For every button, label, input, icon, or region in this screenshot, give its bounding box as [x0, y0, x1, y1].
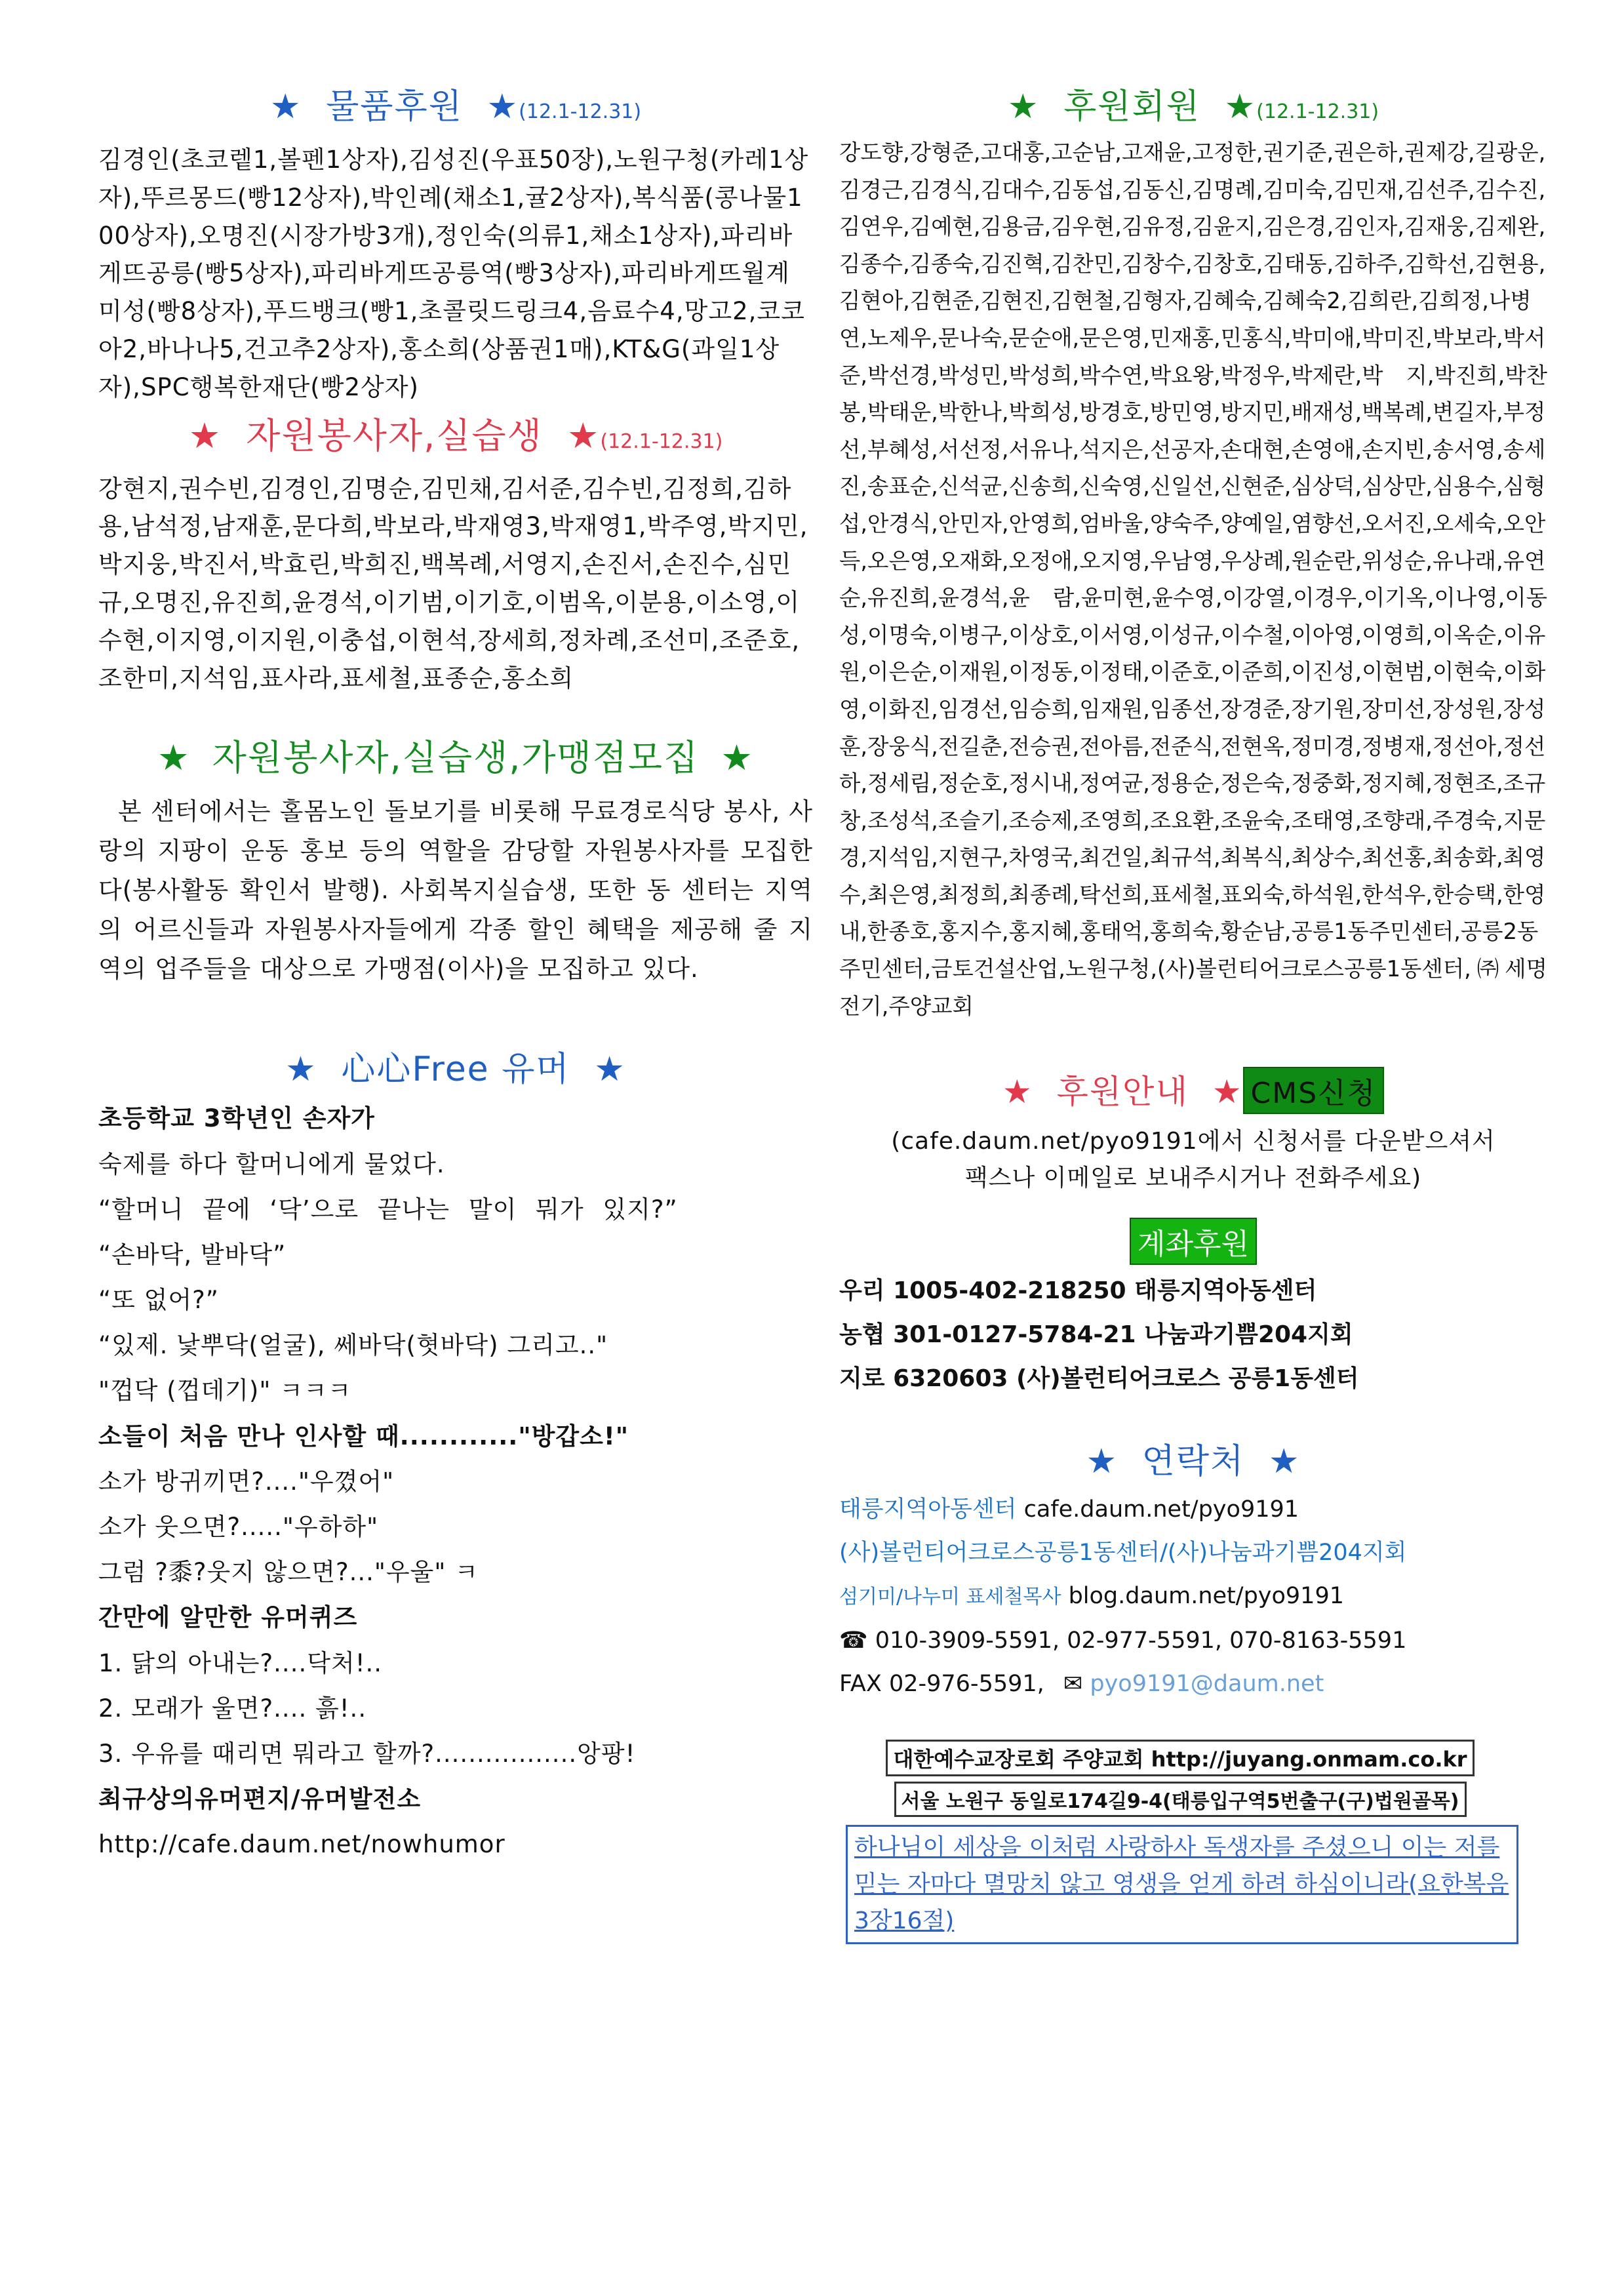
mail-icon: ✉: [1063, 1671, 1083, 1698]
support-heading: 후원안내: [1056, 1073, 1189, 1111]
members-range: (12.1-12.31): [1256, 100, 1379, 123]
star-icon: ★: [1086, 1442, 1119, 1482]
church-address: 서울 노원구 동일로174길9-4(태릉입구역5번출구(구)법원골목): [894, 1782, 1467, 1817]
church-line-wrap: [865, 1740, 1495, 1776]
phone-numbers: 010-3909-5591, 02-977-5591, 070-8163-5591: [875, 1627, 1407, 1654]
humor-line: 소가 웃으면?....."우하하": [98, 1512, 379, 1541]
support-note: [839, 1123, 1547, 1197]
star-icon: ★: [721, 737, 754, 779]
humor-line: 2. 모래가 울면?.... 흙!..: [98, 1694, 367, 1723]
members-section: [839, 79, 1547, 1025]
phone-icon: ☎: [839, 1627, 868, 1654]
goods-heading: 물품후원: [326, 87, 463, 127]
humor-line: "껍닥 (껍데기)" ㅋㅋㅋ: [98, 1376, 352, 1405]
humor-line: “있제. 낯뿌닥(얼굴), 쎄바닥(혓바닥) 그리고..": [98, 1331, 608, 1360]
account-support-badge: 계좌후원: [1130, 1218, 1257, 1265]
star-icon: ★: [1007, 87, 1040, 127]
humor-line: 1. 닭의 아내는?....닥처!..: [98, 1648, 383, 1677]
members-text: 강도향,강형준,고대홍,고순남,고재윤,고정한,권기준,권은하,권제강,길광운,김경근,김경식,김대수,김동섭,김동신,김명례,김미숙,김민재,김선주,김수진,김연우,김예현,김용금,김우현,김유정,김윤지,김은경,김인자,김재웅,김제완,김종수,김종숙,김진혁,김찬민,김창수,김창호,김태동,김하주,김학선,김현용,김현아,김현준,김현진,김현철,김형자,김혜숙,김혜숙2,김희란,김희정,나병연,노제우,문나숙,문순애,문은영,민재홍,민홍식,박미애,박미진,박보라,박서준,박선경,박성민,박성희,박수연,박요왕,박정우,박제란,박 지,박진희,박찬봉,박태운,박한나,박희성,방경호,방민영,방지민,배재성,백복례,변길자,부정선,부혜성,서선정,서유나,석지은,선공자,손대현,손영애,손지빈,송서영,송세진,송표순,신석균,신송희,신숙영,신일선,신현준,심상덕,심상만,심용수,심형섭,안경식,안민자,안영희,엄바울,양숙주,양예일,염향선,오서진,오세숙,오안득,오은영,오재화,오정애,오지영,우남영,우상례,원순란,위성순,유나래,유연순,유진희,윤경석,윤 람,윤미현,윤수영,이강열,이경우,이기옥,이나영,이동성,이명숙,이병구,이상호,이서영,이성규,이수철,이아영,이영희,이옥순,이유원,이은순,이재원,이정동,이정태,이준호,이준희,이진성,이현범,이현숙,이화영,이화진,임경선,임승희,임재원,임종선,장경준,장기원,장미선,장성원,장성훈,장웅식,전길춘,전승권,전아름,전준식,전현옥,정미경,정병재,정선아,정선하,정세림,정순호,정시내,정여균,정용순,정은숙,정중화,정지혜,정현조,조규창,조성석,조슬기,조승제,조영희,조요환,조윤숙,조태영,조향래,주경숙,지문경,지석임,지현구,차영국,최건일,최규석,최복식,최상수,최선홍,최송화,최영수,최은영,최정희,최종례,탁선희,표세철,표외숙,하석원,한석우,한승택,한영내,한종호,홍지수,홍지혜,홍태억,홍희숙,황순남,공릉1동주민센터,공릉2동주민센터,금토건설산업,노원구청,(사)볼런티어크로스공릉1동센터,㈜세명전기,주양교회: [839, 140, 1547, 1019]
star-icon: ★: [157, 737, 191, 779]
humor-line: “또 없어?”: [98, 1285, 219, 1314]
goods-range: (12.1-12.31): [519, 100, 642, 123]
contact-heading: 연락처: [1141, 1442, 1245, 1482]
contact-line: [839, 1619, 1547, 1662]
humor-line: 그럼 ?黍?웃지 않으면?..."우울" ㅋ: [98, 1558, 479, 1587]
star-icon: ★: [594, 1050, 626, 1090]
pastor-name: 섬기미/나누미 표세철목사: [839, 1586, 1061, 1609]
humor-link[interactable]: http://cafe.daum.net/nowhumor: [98, 1830, 505, 1859]
star-icon: ★: [486, 87, 519, 127]
church-section: [839, 1740, 1547, 1944]
star-icon: ★: [269, 87, 302, 127]
humor-section: [98, 1041, 813, 1867]
goods-section: [98, 79, 813, 407]
account-label-wrap: [839, 1218, 1547, 1265]
account-item: 지로 6320603 (사)볼런티어크로스 공릉1동센터: [839, 1365, 1359, 1393]
recruit-text: 본 센터에서는 홀몸노인 돌보기를 비롯해 무료경로식당 봉사, 사랑의 지팡이 운동 홍보 등의 역할을 감당할 자원봉사자를 모집한다(봉사활동 확인서 발행). 사회복지실습생, 또한 동 센터는 지역의 어르신들과 자원봉사자들에게 각종 할인 혜택을 제공해 줄 지역의 업주들을 대상으로 가맹점(이사)을 모집하고 있다.: [98, 797, 813, 984]
account-item: 우리 1005-402-218250 태릉지역아동센터: [839, 1277, 1317, 1305]
left-column: [98, 79, 813, 1867]
recruit-section: [98, 730, 813, 989]
support-note-line: (cafe.daum.net/pyo9191에서 신청서를 다운받으셔서: [891, 1128, 1495, 1155]
volunteers-range: (12.1-12.31): [600, 429, 723, 453]
church-address-wrap: [865, 1782, 1495, 1817]
center-name: 태릉지역아동센터: [839, 1496, 1017, 1523]
contact-body: [839, 1488, 1547, 1706]
members-title: [839, 79, 1547, 128]
church-info: 대한예수교장로회 주양교회 http://juyang.onmam.co.kr: [886, 1740, 1474, 1776]
recruit-title: [98, 730, 813, 780]
account-item: 농협 301-0127-5784-21 나눔과기쁨204지회: [839, 1321, 1353, 1349]
contact-line: [839, 1488, 1547, 1531]
star-icon: ★: [1212, 1073, 1243, 1111]
contact-line: [839, 1574, 1547, 1619]
star-icon: ★: [285, 1050, 317, 1090]
bible-verse: 하나님이 세상을 이처럼 사랑하사 독생자를 주셨으니 이는 저를 믿는 자마다 멸망치 않고 영생을 얻게 하려 하심이니라(요한복음3장16절): [846, 1825, 1518, 1944]
star-icon: ★: [566, 414, 601, 456]
support-note-line: 팩스나 이메일로 보내주시거나 전화주세요): [964, 1165, 1422, 1192]
cafe-link[interactable]: cafe.daum.net/pyo9191: [1023, 1496, 1299, 1523]
support-section: [839, 1066, 1547, 1401]
recruit-heading: 자원봉사자,실습생,가맹점모집: [212, 737, 700, 779]
humor-line: “할머니 끝에 ‘닥’으로 끝나는 말이 뭐가 있지?”: [98, 1195, 678, 1224]
humor-line: “손바닥, 발바닥”: [98, 1240, 287, 1269]
contact-line: [839, 1662, 1547, 1706]
humor-line: 초등학교 3학년인 손자가: [98, 1104, 375, 1133]
volunteers-title: [98, 408, 813, 458]
goods-text: 김경인(초코렡1,볼펜1상자),김성진(우표50장),노원구청(카레1상자),뚜르몽드(빵12상자),박인례(채소1,귤2상자),복식품(콩나물100상자),오명진(시장가방3개),정인숙(의류1,채소1상자),파리바게뜨공릉(빵5상자),파리바게뜨공릉역(빵3상자),파리바게뜨월계미성(빵8상자),푸드뱅크(빵1,초콜릿드링크4,음료수4,망고2,코코아2,바나나5,건고추2상자),홍소희(상품권1매),KT&G(과일1상자),SPC행복한재단(빵2상자): [98, 146, 809, 401]
cms-apply-badge[interactable]: CMS신청: [1243, 1067, 1385, 1114]
star-icon: ★: [1268, 1442, 1301, 1482]
right-column: [839, 79, 1547, 1944]
humor-title: [98, 1041, 813, 1090]
support-title: [839, 1066, 1547, 1114]
humor-body: [98, 1096, 813, 1867]
humor-line: 3. 우유를 때리면 뭐라고 할까?.................앙팡!: [98, 1740, 636, 1768]
star-icon: ★: [188, 414, 222, 456]
contact-title: [839, 1433, 1547, 1483]
contact-line: (사)볼런티어크로스공릉1동센터/(사)나눔과기쁨204지회: [839, 1540, 1407, 1567]
humor-heading: 心心Free 유머: [341, 1050, 570, 1090]
volunteers-section: [98, 408, 813, 698]
fax-number: FAX 02-976-5591,: [839, 1671, 1044, 1698]
humor-line: 간만에 알만한 유머퀴즈: [98, 1603, 358, 1632]
humor-line: 소가 방귀끼면?...."우꼈어": [98, 1467, 395, 1496]
star-icon: ★: [1002, 1073, 1033, 1111]
humor-line: 소들이 처음 만나 인사할 때............"방갑소!": [98, 1422, 629, 1450]
humor-line: 숙제를 하다 할머니에게 물었다.: [98, 1149, 445, 1178]
blog-link[interactable]: blog.daum.net/pyo9191: [1068, 1583, 1344, 1610]
members-heading: 후원회원: [1063, 87, 1200, 127]
star-icon: ★: [1224, 87, 1257, 127]
email-link[interactable]: pyo9191@daum.net: [1090, 1671, 1324, 1698]
contact-section: [839, 1433, 1547, 1706]
account-list: [839, 1269, 1547, 1401]
humor-line: 최규상의유머편지/유머발전소: [98, 1785, 422, 1814]
goods-title: [98, 79, 813, 128]
volunteers-text: 강현지,권수빈,김경인,김명순,김민채,김서준,김수빈,김정희,김하용,남석정,남재훈,문다희,박보라,박재영3,박재영1,박주영,박지민,박지웅,박진서,박효린,박희진,백복례,서영지,손진서,손진수,심민규,오명진,유진희,윤경석,이기범,이기호,이범옥,이분용,이소영,이수현,이지영,이지원,이충섭,이현석,장세희,정차례,조선미,조준호,조한미,지석임,표사라,표세철,표종순,홍소희: [98, 474, 808, 692]
volunteers-heading: 자원봉사자,실습생: [246, 414, 543, 456]
